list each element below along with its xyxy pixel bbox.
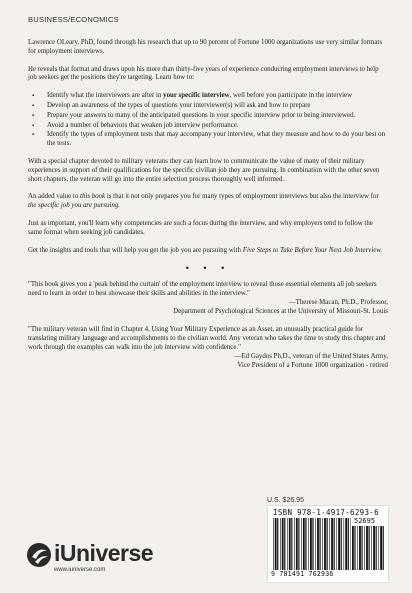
bullet-icon: ▪ <box>32 132 35 139</box>
addon-bars-icon <box>352 526 384 570</box>
quote-text: "The military veteran will find in Chapter 4, Using Your Military Experience as an Asset, an unusually practical guide for translating military language and accomplishments to the civilian world. Any veteran who takes the time to study this chapter and work through the examples can walk into the job interview with confidence." <box>28 326 386 351</box>
list-item: ▪ Avoid a number of behaviors that weaken job interview performance. <box>32 121 239 129</box>
isbn-barcode <box>267 505 389 583</box>
list-item: ▪ Prepare your answers to many of the anticipated questions in your specific interview prior to being interviewed. <box>32 111 356 119</box>
price-addon-number: 52695 <box>354 517 376 525</box>
list-item: ▪ Identify the types of employment tests that may accompany your interview, what they measure and how to do your best on the tests. <box>32 131 386 148</box>
barcode-bars-icon <box>273 518 351 570</box>
intro-paragraph: Lawrence OLeary, PhD, found through his research that up to 90 percent of Fortune 1000 organizations use very similar formats for employment interviews. <box>28 39 383 55</box>
list-item: ▪ Develop an awareness of the types of questions your interviewer(s) will ask and how to prepare <box>32 101 311 109</box>
competencies-paragraph: Just as important, you'll learn why competencies are such a focus during the interview, and why employers tend to follow the same format when seeking job candidates. <box>28 219 373 236</box>
added-value-paragraph: An added value to this book is that it not only prepares you for many types of employment interviews but also the interview for the specific job you are pursuing. <box>28 193 379 210</box>
section-divider: • • • <box>185 263 231 274</box>
bullet-icon: ▪ <box>32 122 35 129</box>
quote-attribution: Vice President of a Fortune 1000 organization - retired <box>237 361 388 369</box>
military-paragraph: With a special chapter devoted to military veterans they can learn how to communicate the value of many of their military experiences in support of their qualifications for the specific civilian job they are pursuing. In combination with the other seven short chapters, the veteran will go into the entire selection process thoroughly well informed. <box>28 157 380 183</box>
quote-text: "This book gives you a 'peak behind the curtain' of the employment interview to reveal those essential elements all job seekers need to learn in order to best showcase their skills and abilities in the interview." <box>28 281 377 297</box>
publisher-url: www.iuniverse.com <box>54 567 106 573</box>
publisher-logo <box>26 540 166 584</box>
bullet-icon: ▪ <box>32 102 35 109</box>
publisher-name: iUniverse <box>54 540 154 566</box>
list-item: ▪ Identify what the interviewers are after in your specific interview, well before you participate in the interview <box>32 92 353 100</box>
quote-attribution: Department of Psychological Sciences at the University of Missouri-St. Louis <box>173 307 388 315</box>
reveal-paragraph: He reveals that format and draws upon his more than thirty-five years of experience conducting employment interviews to help job seekers get the positions they're targeting. Learn how to: <box>28 65 379 82</box>
blurb <box>28 39 388 380</box>
endorsement-macan <box>28 281 388 316</box>
quote-attribution: —Ed Gaydos Ph.D., veteran of the United States Army, <box>234 352 388 360</box>
bullet-icon: ▪ <box>32 112 35 119</box>
learn-list <box>28 92 388 149</box>
endorsement-gaydos <box>28 326 388 370</box>
quote-attribution: —Therese Macan, Ph.D., Professor, <box>288 298 388 306</box>
ean-digits: 9 781491 762936 <box>271 570 334 578</box>
isbn-text: ISBN 978-1-4917-6293-6 <box>273 508 379 517</box>
category-label: BUSINESS/ECONOMICS <box>28 15 119 24</box>
insights-paragraph: Get the insights and tools that will help you get the job you are pursuing with Five Steps to Take Before Your Next Job Interview. <box>28 246 383 254</box>
price-label: U.S. $26.95 <box>267 497 304 504</box>
bullet-icon: ▪ <box>32 93 35 100</box>
iuniverse-swirl-icon <box>26 542 54 570</box>
